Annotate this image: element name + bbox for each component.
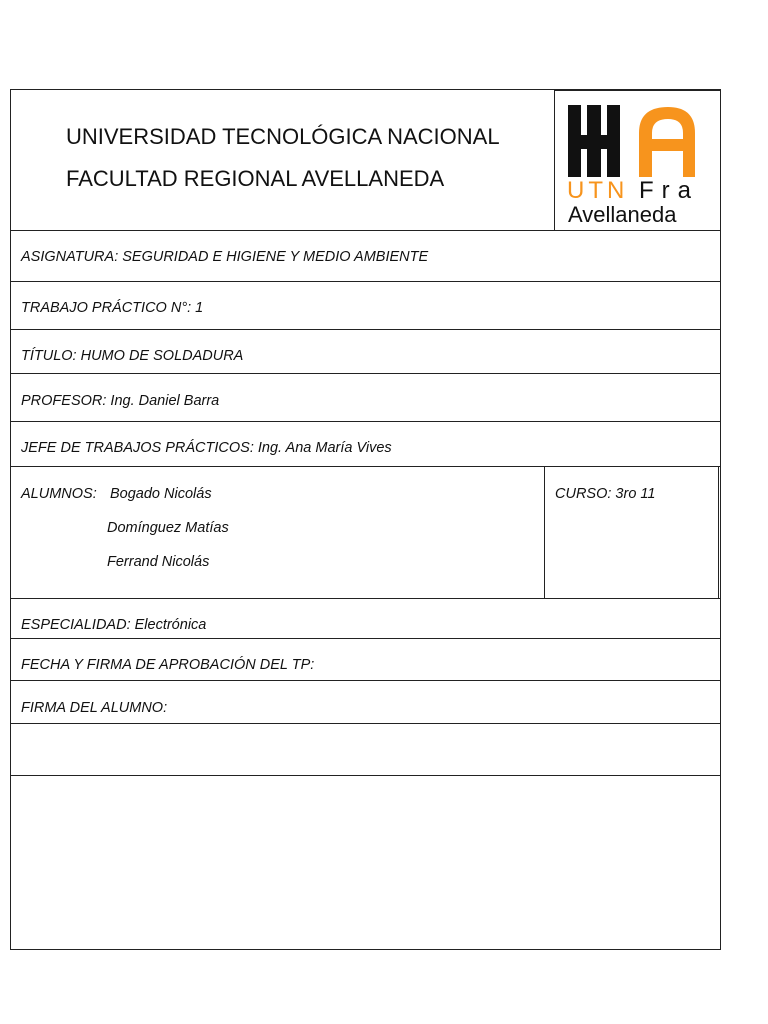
especialidad-row [11,599,720,639]
profesor-field: PROFESOR: Ing. Daniel Barra [21,393,220,409]
blank-area [11,776,720,949]
fecha-field: FECHA Y FIRMA DE APROBACIÓN DEL TP: [21,657,315,673]
logo-utn-text: UTN [567,177,629,204]
university-name: UNIVERSIDAD TECNOLÓGICA NACIONAL [66,124,500,149]
firma-field: FIRMA DEL ALUMNO: [21,700,168,716]
titulo-row [11,330,720,374]
logo-city-text: Avellaneda [568,202,677,227]
firma-row [11,681,720,724]
curso-right-edge [718,467,719,598]
trabajo-field: TRABAJO PRÁCTICO N°: 1 [21,300,204,316]
logo-fra-text: Fra [639,177,699,204]
blank-row [11,724,720,776]
alumnos-row [11,467,720,599]
cover-sheet [10,89,721,950]
alumno-2: Domínguez Matías [107,520,229,536]
titulo-field: TÍTULO: HUMO DE SOLDADURA [21,348,244,364]
faculty-name: FACULTAD REGIONAL AVELLANEDA [66,166,445,191]
asignatura-row [11,231,720,282]
alumno-1: Bogado Nicolás [110,486,212,502]
curso-divider [544,467,545,598]
especialidad-field: ESPECIALIDAD: Electrónica [21,617,207,633]
header-row [11,90,720,231]
alumno-3: Ferrand Nicolás [107,554,210,570]
jefe-field: JEFE DE TRABAJOS PRÁCTICOS: Ing. Ana María Vives [21,440,392,456]
trabajo-row [11,282,720,330]
curso-field: CURSO: 3ro 11 [555,486,656,502]
jefe-row [11,422,720,467]
profesor-row [11,374,720,422]
asignatura-field: ASIGNATURA: SEGURIDAD E HIGIENE Y MEDIO AMBIENTE [21,249,429,265]
utn-logo [554,90,721,231]
fecha-row [11,639,720,681]
alumnos-label: ALUMNOS: [21,486,97,502]
